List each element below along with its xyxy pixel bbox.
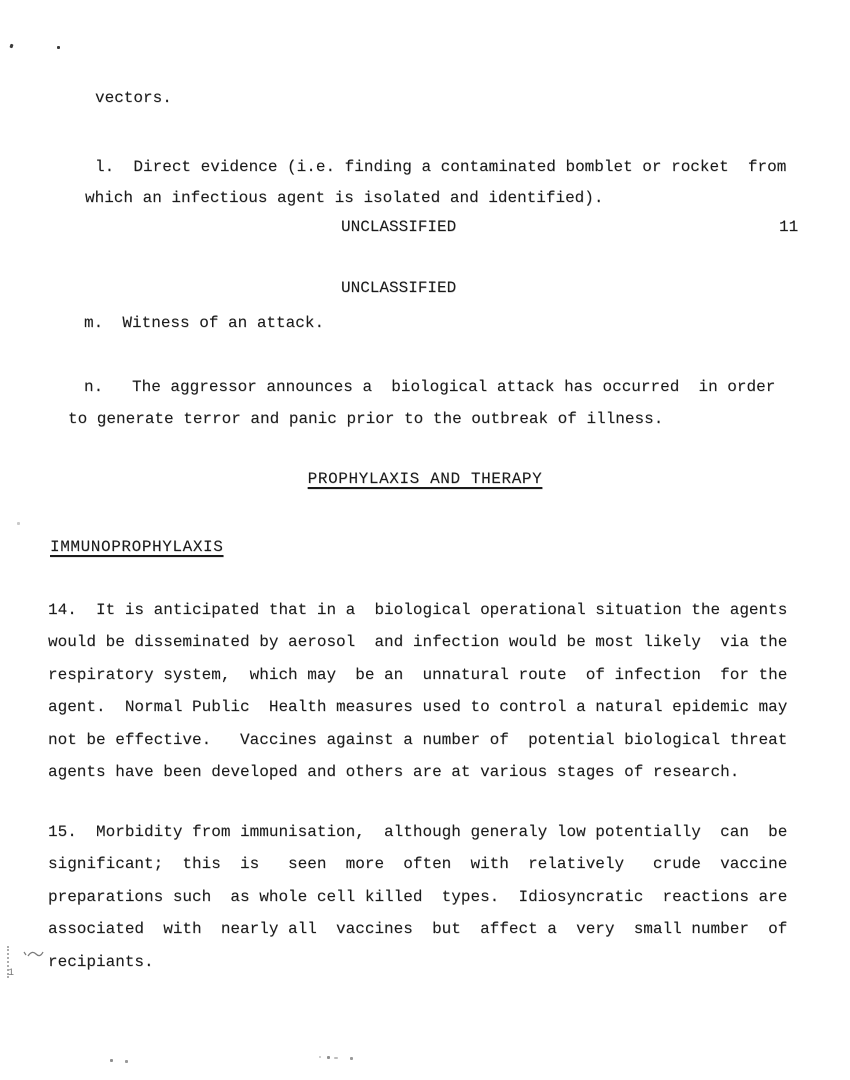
scan-dot-bottom-6 [350,1057,353,1060]
list-item-n-line-2: to generate terror and panic prior to the outbreak of illness. [68,410,664,428]
scan-speckle-top-left-2 [57,46,60,49]
page-number: 11 [779,218,799,236]
scan-dot-bottom-4 [327,1056,330,1059]
subsection-heading-immunoprophylaxis: IMMUNOPROPHYLAXIS [50,538,224,556]
list-item-m: m. Witness of an attack. [84,314,325,332]
scan-dot-bottom-1 [110,1059,113,1062]
scan-speckle-mid-left [17,522,20,525]
classification-header: UNCLASSIFIED [341,279,457,297]
paragraph-15: 15. Morbidity from immunisation, although generaly low potentially can be significant; this is seen more often with relatively crude vaccine preparations such as whole cell killed types. Idiosyncratic reactions are associated with nearly all vaccines but affect a very small number of recipiants. [48,823,788,971]
paragraph-14: 14. It is anticipated that in a biological operational situation the agents would be disseminated by aerosol and infection would be most likely via the respiratory system, which may be an unnatural route of infection for the agent. Normal Public Health measures used to control a natural epidemic may not be effective. Vaccines against a number of potential biological threat agents have been developed and others are at various stages of research. [48,601,788,782]
scan-dot-bottom-2 [125,1060,128,1063]
classification-footer: UNCLASSIFIED [341,218,457,236]
list-item-n-line-1: n. The aggressor announces a biological attack has occurred in order [84,378,776,396]
scan-dot-bottom-5 [334,1057,338,1059]
section-heading-prophylaxis-and-therapy: PROPHYLAXIS AND THERAPY [307,470,543,488]
scan-dot-bottom-3 [319,1056,321,1058]
list-item-l-line-1: l. Direct evidence (i.e. finding a contaminated bomblet or rocket from [95,158,787,176]
scan-speckle-top-left-1 [9,44,13,49]
list-item-l-line-2: which an infectious agent is isolated and identified). [85,189,604,207]
paragraph-fragment-vectors: vectors. [95,89,172,107]
handwritten-tick-mark [22,948,44,960]
margin-annotation-text: 1 [8,968,15,979]
